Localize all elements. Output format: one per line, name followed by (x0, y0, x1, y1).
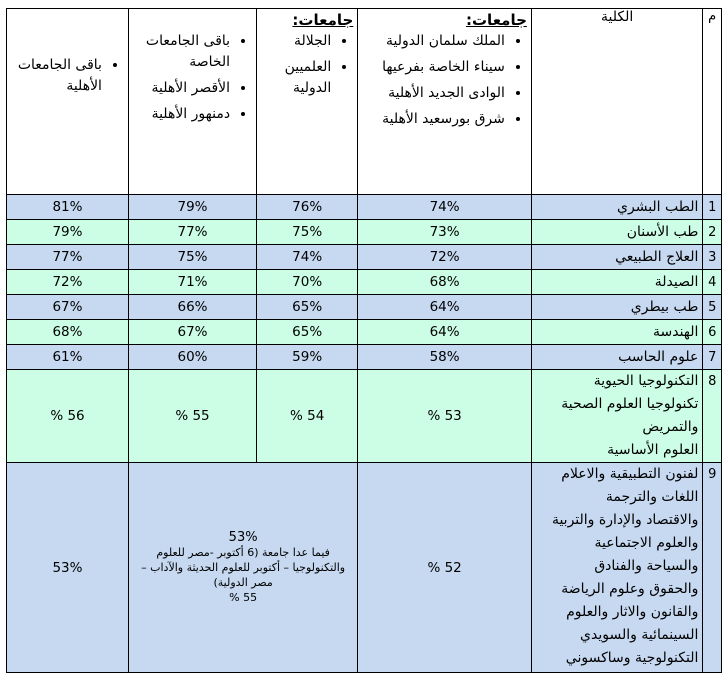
row-value-g2: 65% (257, 295, 358, 320)
row-value-g4: 67% (7, 295, 129, 320)
row-num: 2 (703, 220, 722, 245)
row-value-g4: 53% (7, 463, 129, 673)
row-value-g2: 54 % (257, 370, 358, 463)
table-row (7, 463, 722, 673)
college-line: والحقوق وعلوم الرياضة (561, 581, 699, 597)
college-line: والاقتصاد والإدارة والتربية (551, 512, 699, 528)
header-college: الكلية (531, 9, 703, 195)
college-line: العلوم الأساسية (607, 442, 699, 458)
college-line: والتمريض (642, 419, 699, 435)
college-line: السينمائية والسويدي (580, 627, 699, 643)
row-value-g3: 60% (128, 345, 256, 370)
college-line: التكنولوجية وساكسوني (565, 650, 699, 666)
group4-list (11, 55, 124, 97)
row-note-g2-g3 (128, 463, 357, 673)
row-college: العلاج الطبيعي (531, 245, 703, 270)
row-num: 9 (703, 463, 722, 673)
group2-item: • العلميين الدولية (261, 57, 331, 99)
row-value-g4: 61% (7, 345, 129, 370)
table-row (7, 320, 722, 345)
group1-item: • سيناء الخاصة بفرعيها (362, 57, 505, 78)
table-row (7, 245, 722, 270)
row-value-g2: 70% (257, 270, 358, 295)
table-row (7, 270, 722, 295)
college-line: والقانون والاثار والعلوم (566, 604, 699, 620)
row-college: طب بيطري (531, 295, 703, 320)
row-value-g4: 72% (7, 270, 129, 295)
row-college (531, 463, 703, 673)
row-value-g2: 65% (257, 320, 358, 345)
header-row (7, 9, 722, 195)
row-value-g3: 75% (128, 245, 256, 270)
group3-item: • دمنهور الأهلية (133, 104, 230, 125)
row-num: 7 (703, 345, 722, 370)
table-row (7, 295, 722, 320)
header-group1 (358, 9, 532, 195)
row-college: طب الأسنان (531, 220, 703, 245)
row-value-g3: 66% (128, 295, 256, 320)
row-value-g1: 72% (358, 245, 532, 270)
group3-item: • باقى الجامعات الخاصة (133, 31, 230, 73)
row-value-g3: 55 % (128, 370, 256, 463)
row-value-g1: 68% (358, 270, 532, 295)
group1-title: جامعات: (465, 11, 527, 29)
group2-item: • الجلالة (261, 31, 331, 52)
college-line: والسياحة والفنادق (594, 558, 699, 574)
note-text: فيما عدا جامعة (6 أكتوبر -مصر للعلوم والتكنولوجيا – أكتوبر للعلوم الحديثة والآداب – مصر الدولية) (141, 546, 346, 589)
table-row (7, 195, 722, 220)
row-value-g2: 75% (257, 220, 358, 245)
group4-item: • باقى الجامعات الأهلية (11, 55, 102, 97)
group2-title: جامعات: (292, 11, 354, 29)
row-value-g3: 67% (128, 320, 256, 345)
group3-item: • الأقصر الأهلية (133, 78, 230, 99)
group1-item: • الوادى الجديد الأهلية (362, 83, 505, 104)
row-value-g3: 79% (128, 195, 256, 220)
note-exception-value: 55 % (229, 591, 258, 604)
row-num: 8 (703, 370, 722, 463)
note-main-value: 53% (228, 530, 258, 545)
row-college: الطب البشري (531, 195, 703, 220)
table-row (7, 345, 722, 370)
row-value-g4: 77% (7, 245, 129, 270)
group1-item: • الملك سلمان الدولية (362, 31, 505, 52)
header-group3 (128, 9, 256, 195)
row-value-g1: 64% (358, 320, 532, 345)
college-line: اللغات والترجمة (605, 489, 699, 505)
row-value-g1: 58% (358, 345, 532, 370)
row-num: 4 (703, 270, 722, 295)
row-college: الهندسة (531, 320, 703, 345)
college-line: لفنون التطبيقية والاعلام (561, 466, 699, 482)
row-value-g1: 64% (358, 295, 532, 320)
row-value-g2: 59% (257, 345, 358, 370)
row-value-g1: 73% (358, 220, 532, 245)
group3-list (133, 31, 252, 125)
row-value-g1: 52 % (358, 463, 532, 673)
table-row (7, 370, 722, 463)
group1-item: • شرق بورسعيد الأهلية (362, 109, 505, 130)
table-row (7, 220, 722, 245)
row-value-g2: 74% (257, 245, 358, 270)
row-value-g4: 68% (7, 320, 129, 345)
header-group2 (257, 9, 358, 195)
row-college (531, 370, 703, 463)
row-num: 5 (703, 295, 722, 320)
college-line: التكنولوجيا الحيوية (593, 373, 699, 389)
row-value-g1: 53 % (358, 370, 532, 463)
row-value-g4: 81% (7, 195, 129, 220)
header-num: م (703, 9, 722, 195)
row-college: الصيدلة (531, 270, 703, 295)
row-num: 1 (703, 195, 722, 220)
row-value-g1: 74% (358, 195, 532, 220)
row-num: 3 (703, 245, 722, 270)
row-college: علوم الحاسب (531, 345, 703, 370)
row-num: 6 (703, 320, 722, 345)
college-line: تكنولوجيا العلوم الصحية (561, 396, 699, 412)
header-group4 (7, 9, 129, 195)
college-line: والعلوم الاجتماعية (594, 535, 699, 551)
row-value-g3: 71% (128, 270, 256, 295)
exception-note (133, 530, 353, 605)
row-value-g4: 79% (7, 220, 129, 245)
group2-list (261, 31, 353, 99)
row-value-g3: 77% (128, 220, 256, 245)
row-value-g4: 56 % (7, 370, 129, 463)
admission-table (6, 8, 722, 673)
row-value-g2: 76% (257, 195, 358, 220)
group1-list (362, 31, 527, 130)
